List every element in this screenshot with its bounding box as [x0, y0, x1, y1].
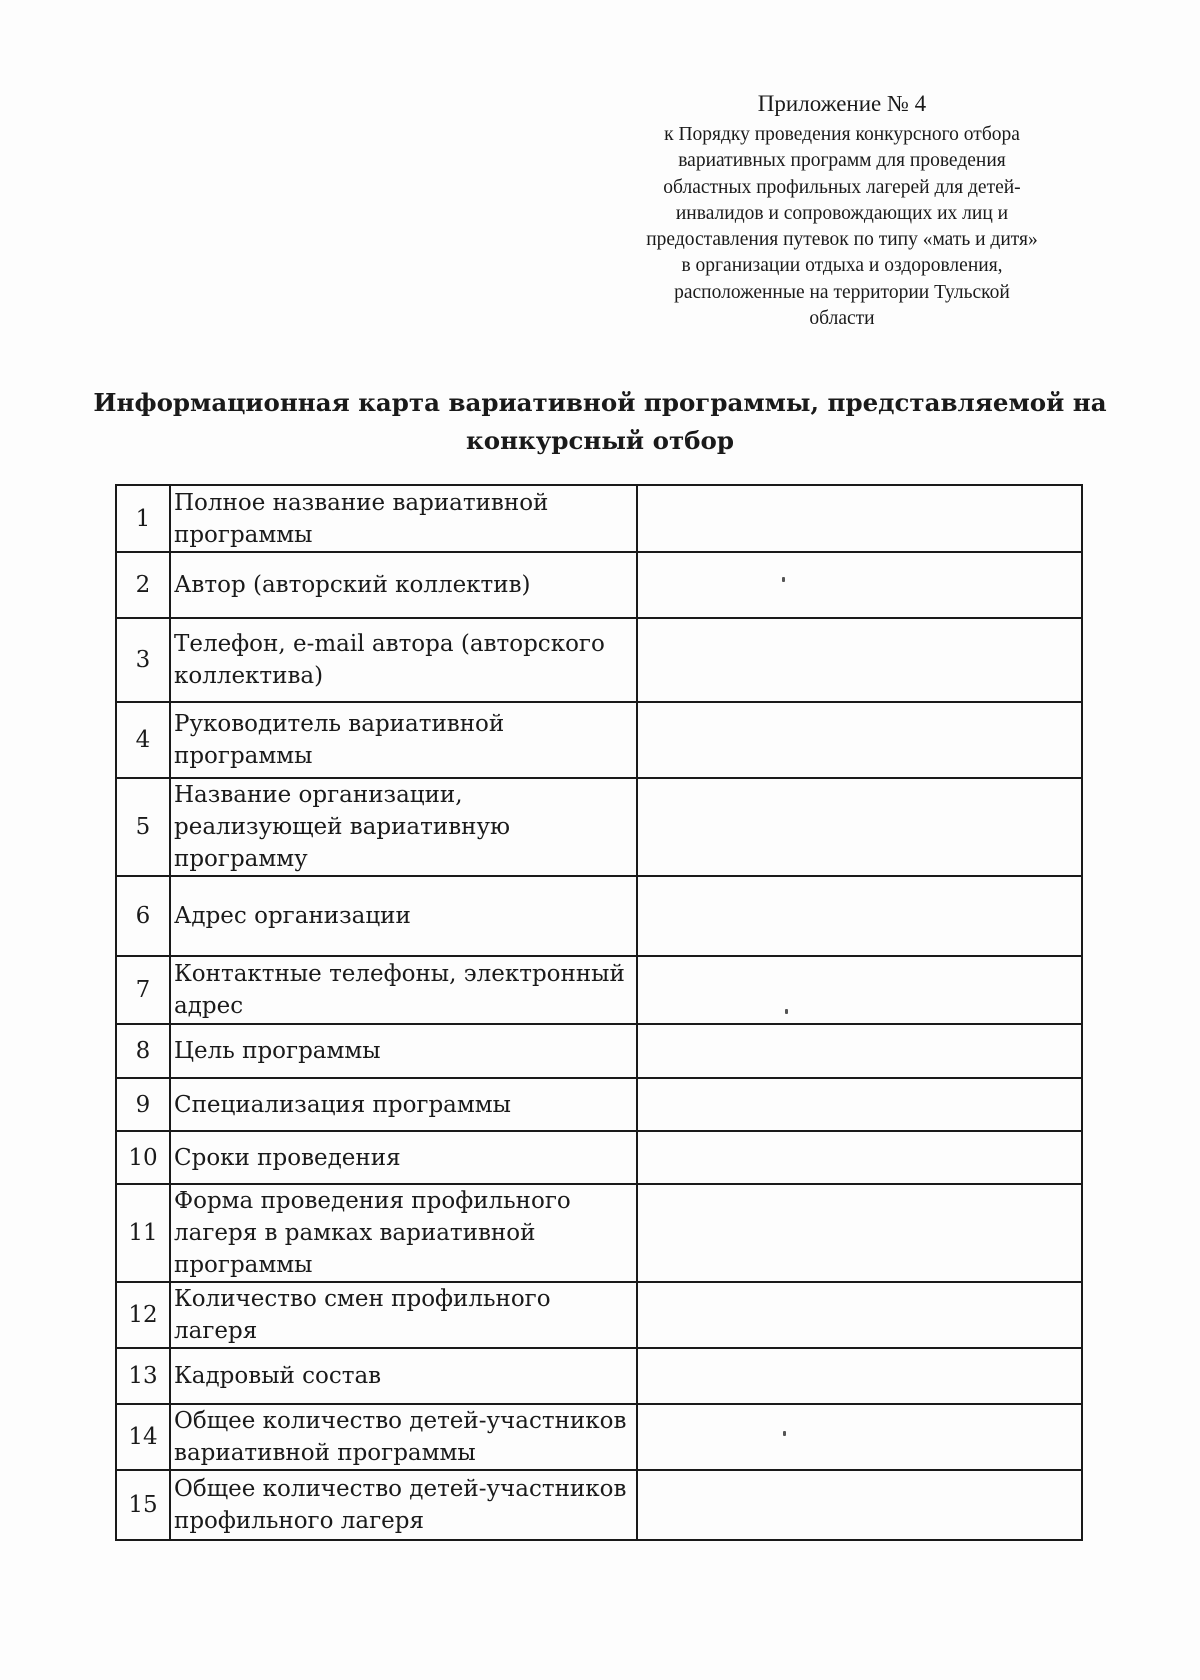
table-row [116, 1184, 1082, 1282]
row-label: Цель программы [170, 1024, 637, 1078]
row-number: 12 [116, 1282, 170, 1348]
appendix-heading: Приложение № 4 [757, 91, 927, 116]
row-label: Форма проведения профильного лагеря в рамках вариативной программы [170, 1184, 637, 1282]
row-value [637, 876, 1082, 956]
row-label: Полное название вариативной программы [170, 485, 637, 552]
appendix-line: области [809, 308, 875, 330]
row-number: 1 [116, 485, 170, 552]
appendix-line: областных профильных лагерей для детей- [663, 176, 1021, 198]
row-value [637, 552, 1082, 618]
row-value [637, 1131, 1082, 1184]
row-label: Телефон, e-mail автора (авторского коллектива) [170, 618, 637, 702]
table-row [116, 876, 1082, 956]
row-value [637, 1470, 1082, 1540]
row-value [637, 1404, 1082, 1470]
table-row [116, 1078, 1082, 1131]
row-value [637, 485, 1082, 552]
appendix-header [612, 88, 1072, 332]
row-value [637, 1078, 1082, 1131]
row-number: 2 [116, 552, 170, 618]
scan-speck [785, 1009, 788, 1014]
row-value [637, 1348, 1082, 1404]
row-value [637, 956, 1082, 1024]
document-title [80, 384, 1120, 460]
row-label: Общее количество детей-участников профильного лагеря [170, 1470, 637, 1540]
table-row [116, 702, 1082, 778]
row-number: 5 [116, 778, 170, 876]
row-number: 8 [116, 1024, 170, 1078]
row-label: Кадровый состав [170, 1348, 637, 1404]
row-value [637, 1282, 1082, 1348]
row-number: 14 [116, 1404, 170, 1470]
row-number: 9 [116, 1078, 170, 1131]
row-label: Название организации, реализующей вариативную программу [170, 778, 637, 876]
row-number: 13 [116, 1348, 170, 1404]
table-row [116, 778, 1082, 876]
table-row [116, 1131, 1082, 1184]
table-row [116, 1024, 1082, 1078]
table-row [116, 1404, 1082, 1470]
row-number: 11 [116, 1184, 170, 1282]
row-label: Специализация программы [170, 1078, 637, 1131]
document-title-line: конкурсный отбор [466, 426, 734, 455]
info-card-table [115, 484, 1083, 1541]
row-label: Сроки проведения [170, 1131, 637, 1184]
row-number: 4 [116, 702, 170, 778]
table-row [116, 1470, 1082, 1540]
row-value [637, 618, 1082, 702]
appendix-line: расположенные на территории Тульской [674, 281, 1010, 303]
table-row [116, 485, 1082, 552]
row-value [637, 702, 1082, 778]
appendix-line: инвалидов и сопровождающих их лиц и [675, 202, 1009, 224]
row-value [637, 1184, 1082, 1282]
table-row [116, 552, 1082, 618]
appendix-line: вариативных программ для проведения [678, 150, 1006, 172]
scan-speck [783, 1431, 786, 1436]
document-title-line: Информационная карта вариативной программы, представляемой на [93, 388, 1107, 417]
row-label: Общее количество детей-участников вариативной программы [170, 1404, 637, 1470]
table-row [116, 1348, 1082, 1404]
table-row [116, 1282, 1082, 1348]
row-number: 3 [116, 618, 170, 702]
row-number: 6 [116, 876, 170, 956]
row-number: 15 [116, 1470, 170, 1540]
appendix-line: предоставления путевок по типу «мать и дитя» [646, 229, 1038, 251]
scan-speck [782, 577, 785, 582]
row-label: Контактные телефоны, электронный адрес [170, 956, 637, 1024]
row-label: Руководитель вариативной программы [170, 702, 637, 778]
row-label: Адрес организации [170, 876, 637, 956]
appendix-line: в организации отдыха и оздоровления, [681, 255, 1003, 277]
row-value [637, 778, 1082, 876]
appendix-line: к Порядку проведения конкурсного отбора [664, 124, 1020, 145]
row-number: 10 [116, 1131, 170, 1184]
row-label: Автор (авторский коллектив) [170, 552, 637, 618]
table-row [116, 618, 1082, 702]
row-value [637, 1024, 1082, 1078]
row-label: Количество смен профильного лагеря [170, 1282, 637, 1348]
row-number: 7 [116, 956, 170, 1024]
table-row [116, 956, 1082, 1024]
